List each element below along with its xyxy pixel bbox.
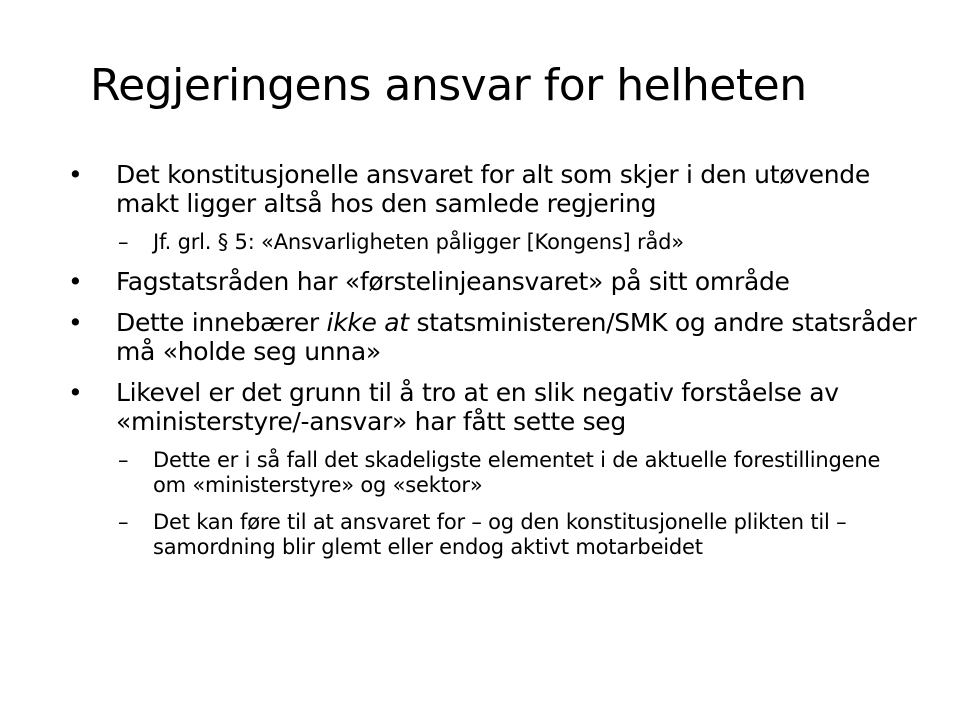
sub-item-4-2 (68, 510, 918, 560)
dash-marker: – (118, 230, 129, 254)
bullet-item-3 (68, 308, 918, 366)
bullet-item-2 (68, 267, 918, 296)
dash-marker: – (118, 510, 129, 534)
bullet-marker: • (68, 308, 83, 337)
sub-item-text: Dette er i så fall det skadeligste elementet i de aktuelle forestillingene om «ministerstyre» og «sektor» (153, 448, 881, 497)
bullet-text: Det konstitusjonelle ansvaret for alt som skjer i den utøvende makt ligger altså hos den samlede regjering (116, 160, 870, 218)
sub-item-text: Det kan føre til at ansvaret for – og den konstitusjonelle plikten til – samordning blir glemt eller endog aktivt motarbeidet (153, 510, 847, 559)
slide-content (68, 160, 918, 572)
slide-title: Regjeringens ansvar for helheten (90, 60, 807, 111)
sub-item-1-1 (68, 230, 918, 255)
bullet-item-4 (68, 378, 918, 436)
bullet-text: Fagstatsråden har «førstelinjeansvaret» på sitt område (116, 267, 790, 296)
sub-item-4-1 (68, 448, 918, 498)
sub-item-text: Jf. grl. § 5: «Ansvarligheten påligger [Kongens] råd» (153, 230, 684, 254)
bullet-text-part: statsministeren/SMK og andre statsråder må «holde seg unna» (116, 308, 917, 366)
bullet-marker: • (68, 267, 83, 296)
bullet-text: Likevel er det grunn til å tro at en slik negativ forståelse av «ministerstyre/-ansvar» har fått sette seg (116, 378, 839, 436)
bullet-item-1 (68, 160, 918, 218)
bullet-marker: • (68, 378, 83, 407)
bullet-marker: • (68, 160, 83, 189)
bullet-text-part: Dette innebærer (116, 308, 327, 337)
dash-marker: – (118, 448, 129, 472)
bullet-text-emphasis: ikke at (326, 308, 409, 337)
